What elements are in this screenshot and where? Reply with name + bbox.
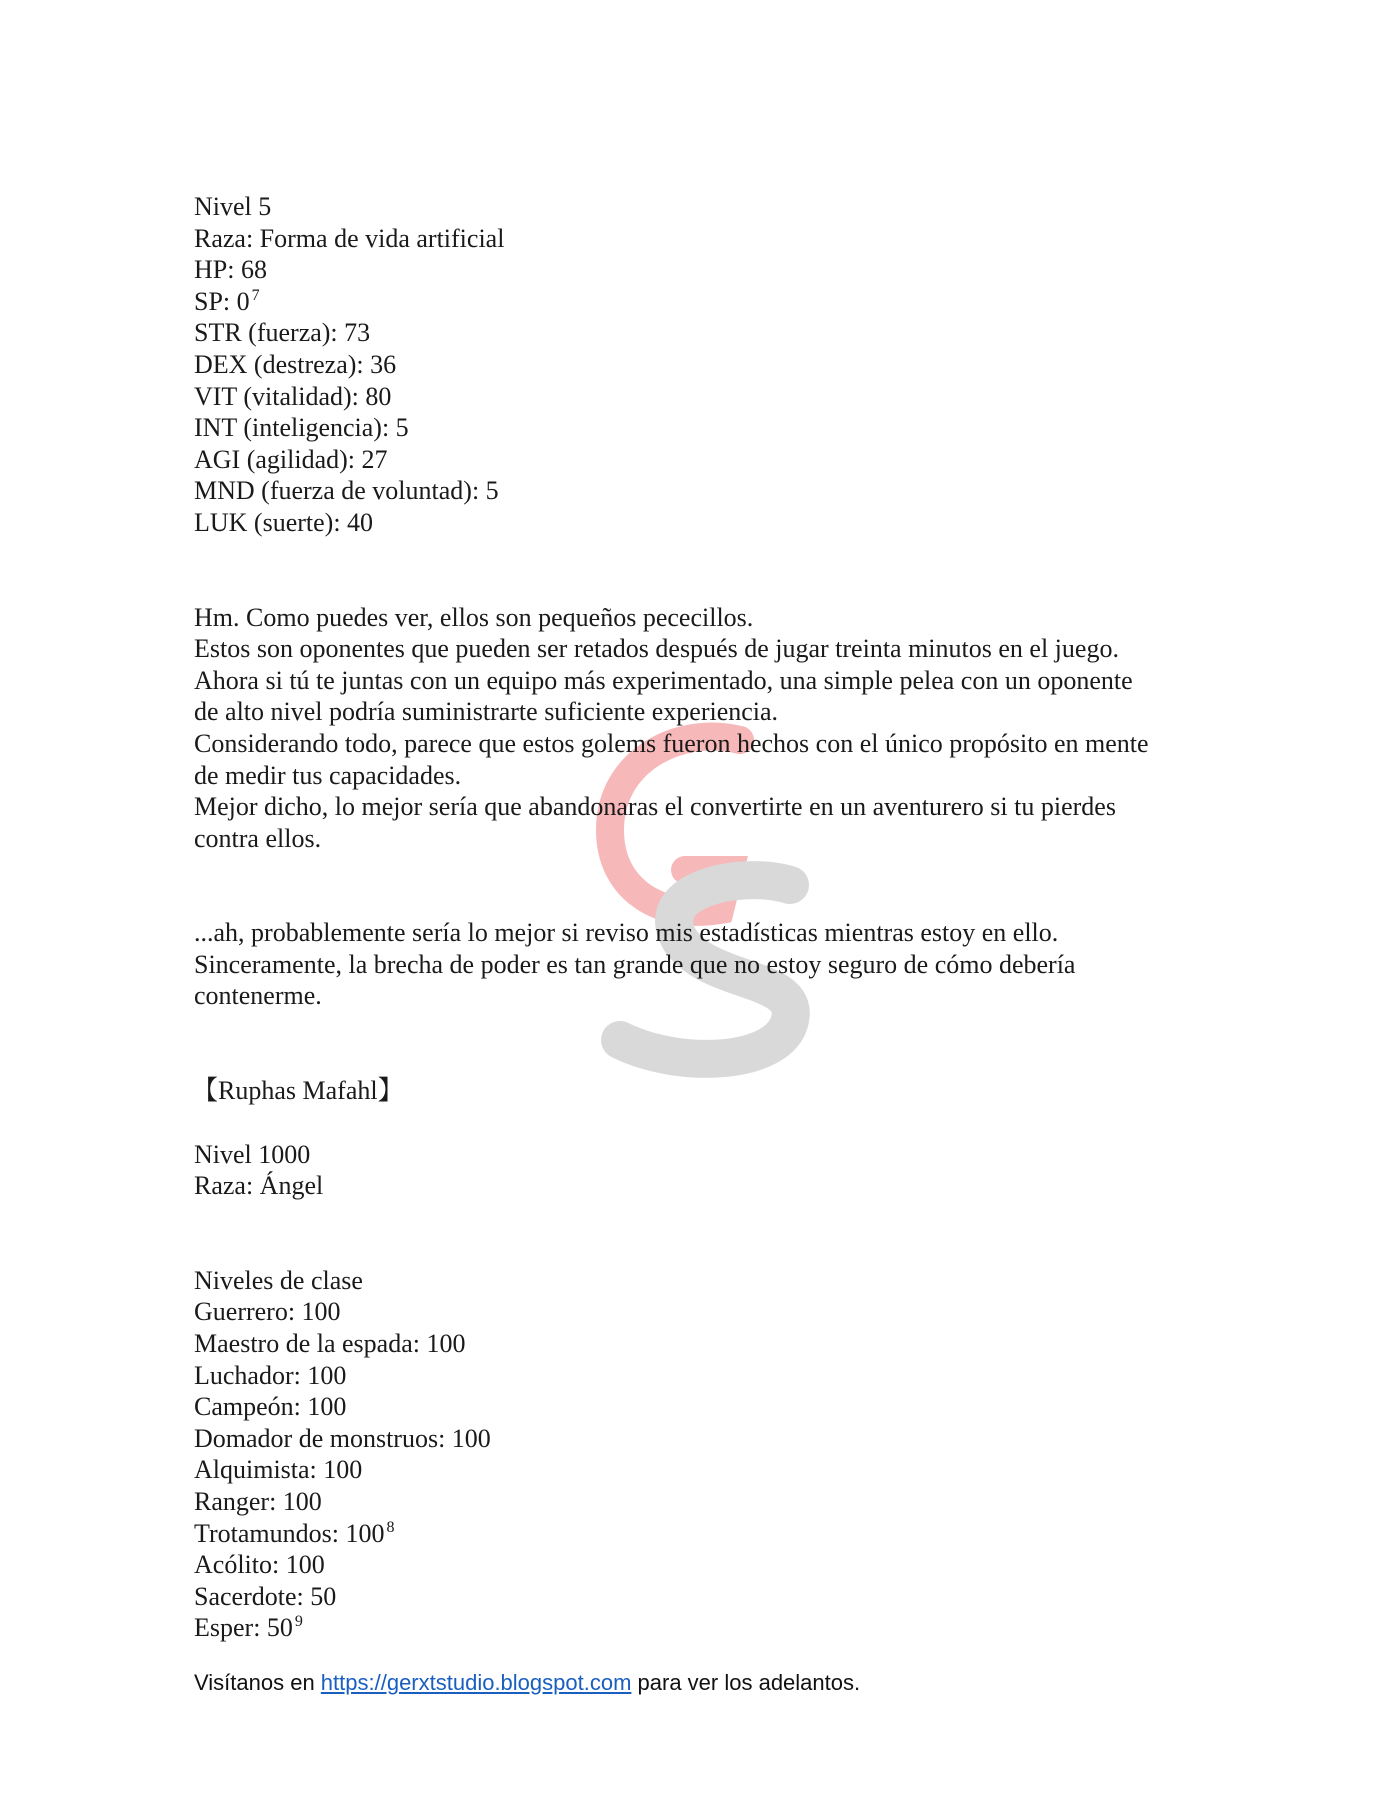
character-race: Raza: Ángel <box>194 1171 324 1201</box>
stat-line: LUK (suerte): 40 <box>194 507 374 537</box>
stat-line: Raza: Forma de vida artificial <box>194 223 505 253</box>
text-line: Considerando todo, parece que estos golems fueron hechos con el único propósito en mente <box>194 728 1149 758</box>
stat-line: Nivel 5 <box>194 192 272 221</box>
paragraph-stats-check <box>194 917 1224 1012</box>
class-level-item: Maestro de la espada: 100 <box>194 1329 466 1359</box>
class-level-item: Alquimista: 100 <box>194 1455 363 1485</box>
character-info-block <box>194 1139 1224 1202</box>
stat-line: DEX (destreza): 36 <box>194 349 397 379</box>
text-line: Ahora si tú te juntas con un equipo más experimentado, una simple pelea con un oponente <box>194 665 1133 695</box>
stat-line: HP: 68 <box>194 255 267 285</box>
class-level-item: Guerrero: 100 <box>194 1297 341 1327</box>
stat-line-sp <box>194 286 1224 318</box>
text-line: contra ellos. <box>194 823 322 853</box>
footnote-marker: 9 <box>294 1613 303 1631</box>
class-level-item: Sacerdote: 50 <box>194 1581 337 1611</box>
class-levels-title: Niveles de clase <box>194 1265 363 1295</box>
footer-prefix: Visítanos en <box>194 1670 321 1695</box>
class-level-item-esper <box>194 1612 1224 1644</box>
paragraph-golems <box>194 602 1224 855</box>
footer-suffix: para ver los adelantos. <box>631 1670 861 1695</box>
footer-note <box>194 1670 860 1696</box>
class-level-item: Campeón: 100 <box>194 1392 347 1422</box>
class-level-item: Acólito: 100 <box>194 1550 325 1580</box>
blog-link[interactable]: https://gerxtstudio.blogspot.com <box>320 1670 632 1695</box>
class-level-item: Domador de monstruos: 100 <box>194 1423 491 1453</box>
text-line: de medir tus capacidades. <box>194 760 462 790</box>
text-line: Mejor dicho, lo mejor sería que abandonaras el convertirte en un aventurero si tu pierdes <box>194 792 1116 822</box>
text-line: Hm. Como puedes ver, ellos son pequeños pececillos. <box>194 602 754 632</box>
stat-sp-text: SP: 0 <box>194 286 250 316</box>
text-line: Estos son oponentes que pueden ser retados después de jugar treinta minutos en el juego. <box>194 634 1119 664</box>
golem-stats-block <box>194 191 1224 539</box>
class-level-item: Luchador: 100 <box>194 1360 347 1390</box>
stat-line: STR (fuerza): 73 <box>194 318 371 348</box>
footnote-marker: 7 <box>251 286 260 304</box>
character-heading: 【Ruphas Mafahl】 <box>192 1076 404 1106</box>
text-line: contenerme. <box>194 981 322 1011</box>
text-line: ...ah, probablemente sería lo mejor si reviso mis estadísticas mientras estoy en ello. <box>194 918 1059 948</box>
class-level-text: Trotamundos: 100 <box>194 1518 385 1548</box>
class-level-text: Esper: 50 <box>194 1613 293 1643</box>
class-level-item: Ranger: 100 <box>194 1487 322 1516</box>
stat-line: AGI (agilidad): 27 <box>194 444 388 474</box>
document-body <box>194 191 1224 1644</box>
text-line: Sinceramente, la brecha de poder es tan grande que no estoy seguro de cómo debería <box>194 949 1076 979</box>
stat-line: VIT (vitalidad): 80 <box>194 381 392 411</box>
character-level: Nivel 1000 <box>194 1139 311 1169</box>
stat-line: MND (fuerza de voluntad): 5 <box>194 476 499 506</box>
text-line: de alto nivel podría suministrarte suficiente experiencia. <box>194 697 779 727</box>
stat-line: INT (inteligencia): 5 <box>194 413 409 443</box>
footnote-marker: 8 <box>386 1518 395 1536</box>
class-levels-block <box>194 1265 1224 1644</box>
class-level-item-trotamundos <box>194 1518 1224 1550</box>
